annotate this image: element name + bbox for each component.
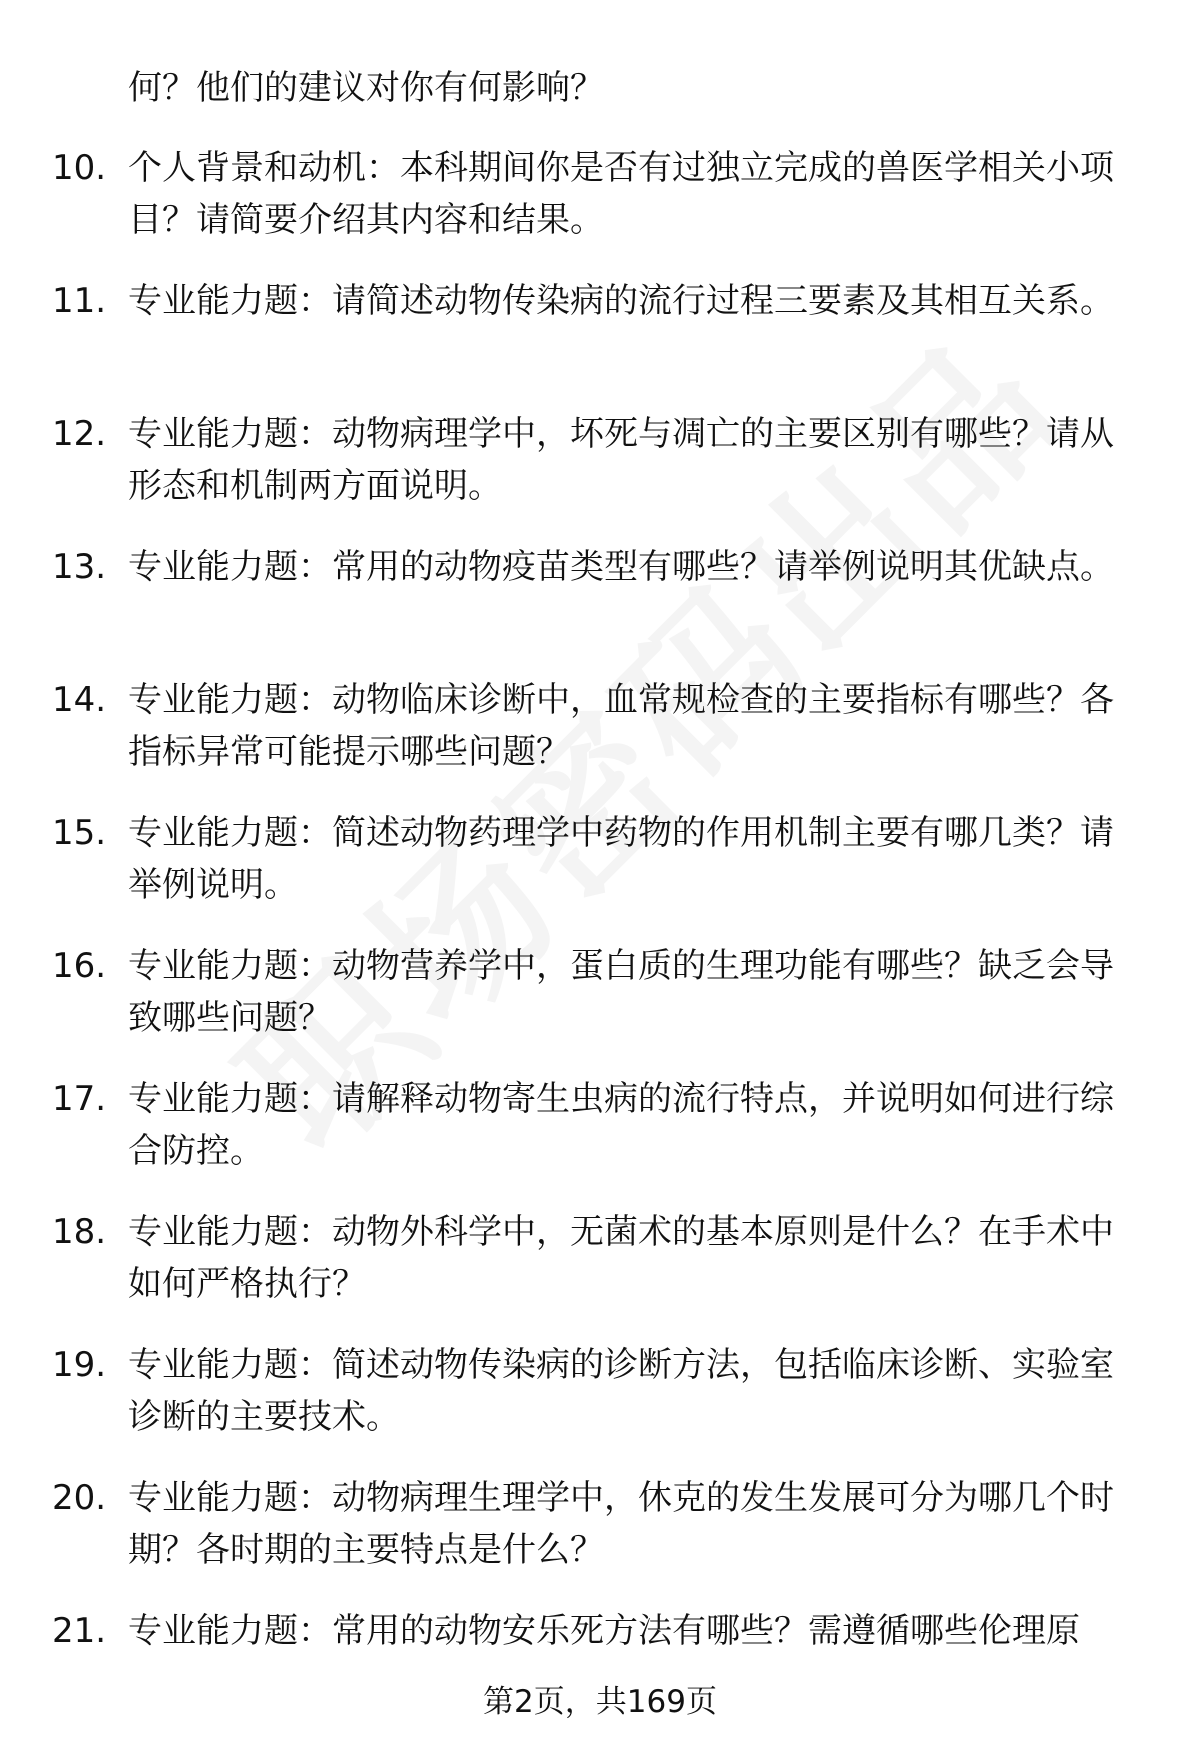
question-number: 19.	[52, 1345, 107, 1385]
question-number: 20.	[52, 1478, 107, 1518]
question-number: 13.	[52, 547, 107, 587]
question-item	[0, 807, 1200, 940]
question-item	[0, 940, 1200, 1073]
continued-question-text: 何？他们的建议对你有何影响？	[128, 68, 604, 108]
question-text: 专业能力题：动物病理学中，坏死与凋亡的主要区别有哪些？请从形态和机制两方面说明。	[128, 414, 1114, 506]
question-number: 10.	[52, 148, 107, 188]
question-text: 专业能力题：常用的动物疫苗类型有哪些？请举例说明其优缺点。	[128, 547, 1114, 587]
question-item	[0, 275, 1200, 408]
question-number: 16.	[52, 946, 107, 986]
question-text: 专业能力题：请简述动物传染病的流行过程三要素及其相互关系。	[128, 281, 1114, 321]
question-item	[0, 1339, 1200, 1472]
question-item	[0, 1472, 1200, 1605]
question-text: 专业能力题：简述动物传染病的诊断方法，包括临床诊断、实验室诊断的主要技术。	[128, 1345, 1114, 1437]
question-text: 专业能力题：常用的动物安乐死方法有哪些？需遵循哪些伦理原	[128, 1611, 1080, 1651]
question-number: 18.	[52, 1212, 107, 1252]
question-item	[0, 1073, 1200, 1206]
question-item	[0, 142, 1200, 275]
question-list	[0, 142, 1200, 1738]
question-item	[0, 1206, 1200, 1339]
question-number: 15.	[52, 813, 107, 853]
question-item	[0, 408, 1200, 541]
question-item	[0, 674, 1200, 807]
question-text: 专业能力题：动物病理生理学中，休克的发生发展可分为哪几个时期？各时期的主要特点是什么？	[128, 1478, 1114, 1570]
question-item	[0, 541, 1200, 674]
question-number: 12.	[52, 414, 107, 454]
question-number: 17.	[52, 1079, 107, 1119]
question-number: 21.	[52, 1611, 107, 1651]
question-text: 专业能力题：动物营养学中，蛋白质的生理功能有哪些？缺乏会导致哪些问题？	[128, 946, 1114, 1038]
question-number: 11.	[52, 281, 107, 321]
question-text: 专业能力题：请解释动物寄生虫病的流行特点，并说明如何进行综合防控。	[128, 1079, 1114, 1171]
page-footer: 第2页，共169页	[483, 1684, 717, 1720]
question-text: 专业能力题：动物外科学中，无菌术的基本原则是什么？在手术中如何严格执行？	[128, 1212, 1114, 1304]
question-text: 专业能力题：动物临床诊断中，血常规检查的主要指标有哪些？各指标异常可能提示哪些问题？	[128, 680, 1114, 772]
question-number: 14.	[52, 680, 107, 720]
question-text: 专业能力题：简述动物药理学中药物的作用机制主要有哪几类？请举例说明。	[128, 813, 1114, 905]
question-text: 个人背景和动机：本科期间你是否有过独立完成的兽医学相关小项目？请简要介绍其内容和结果。	[128, 148, 1114, 240]
